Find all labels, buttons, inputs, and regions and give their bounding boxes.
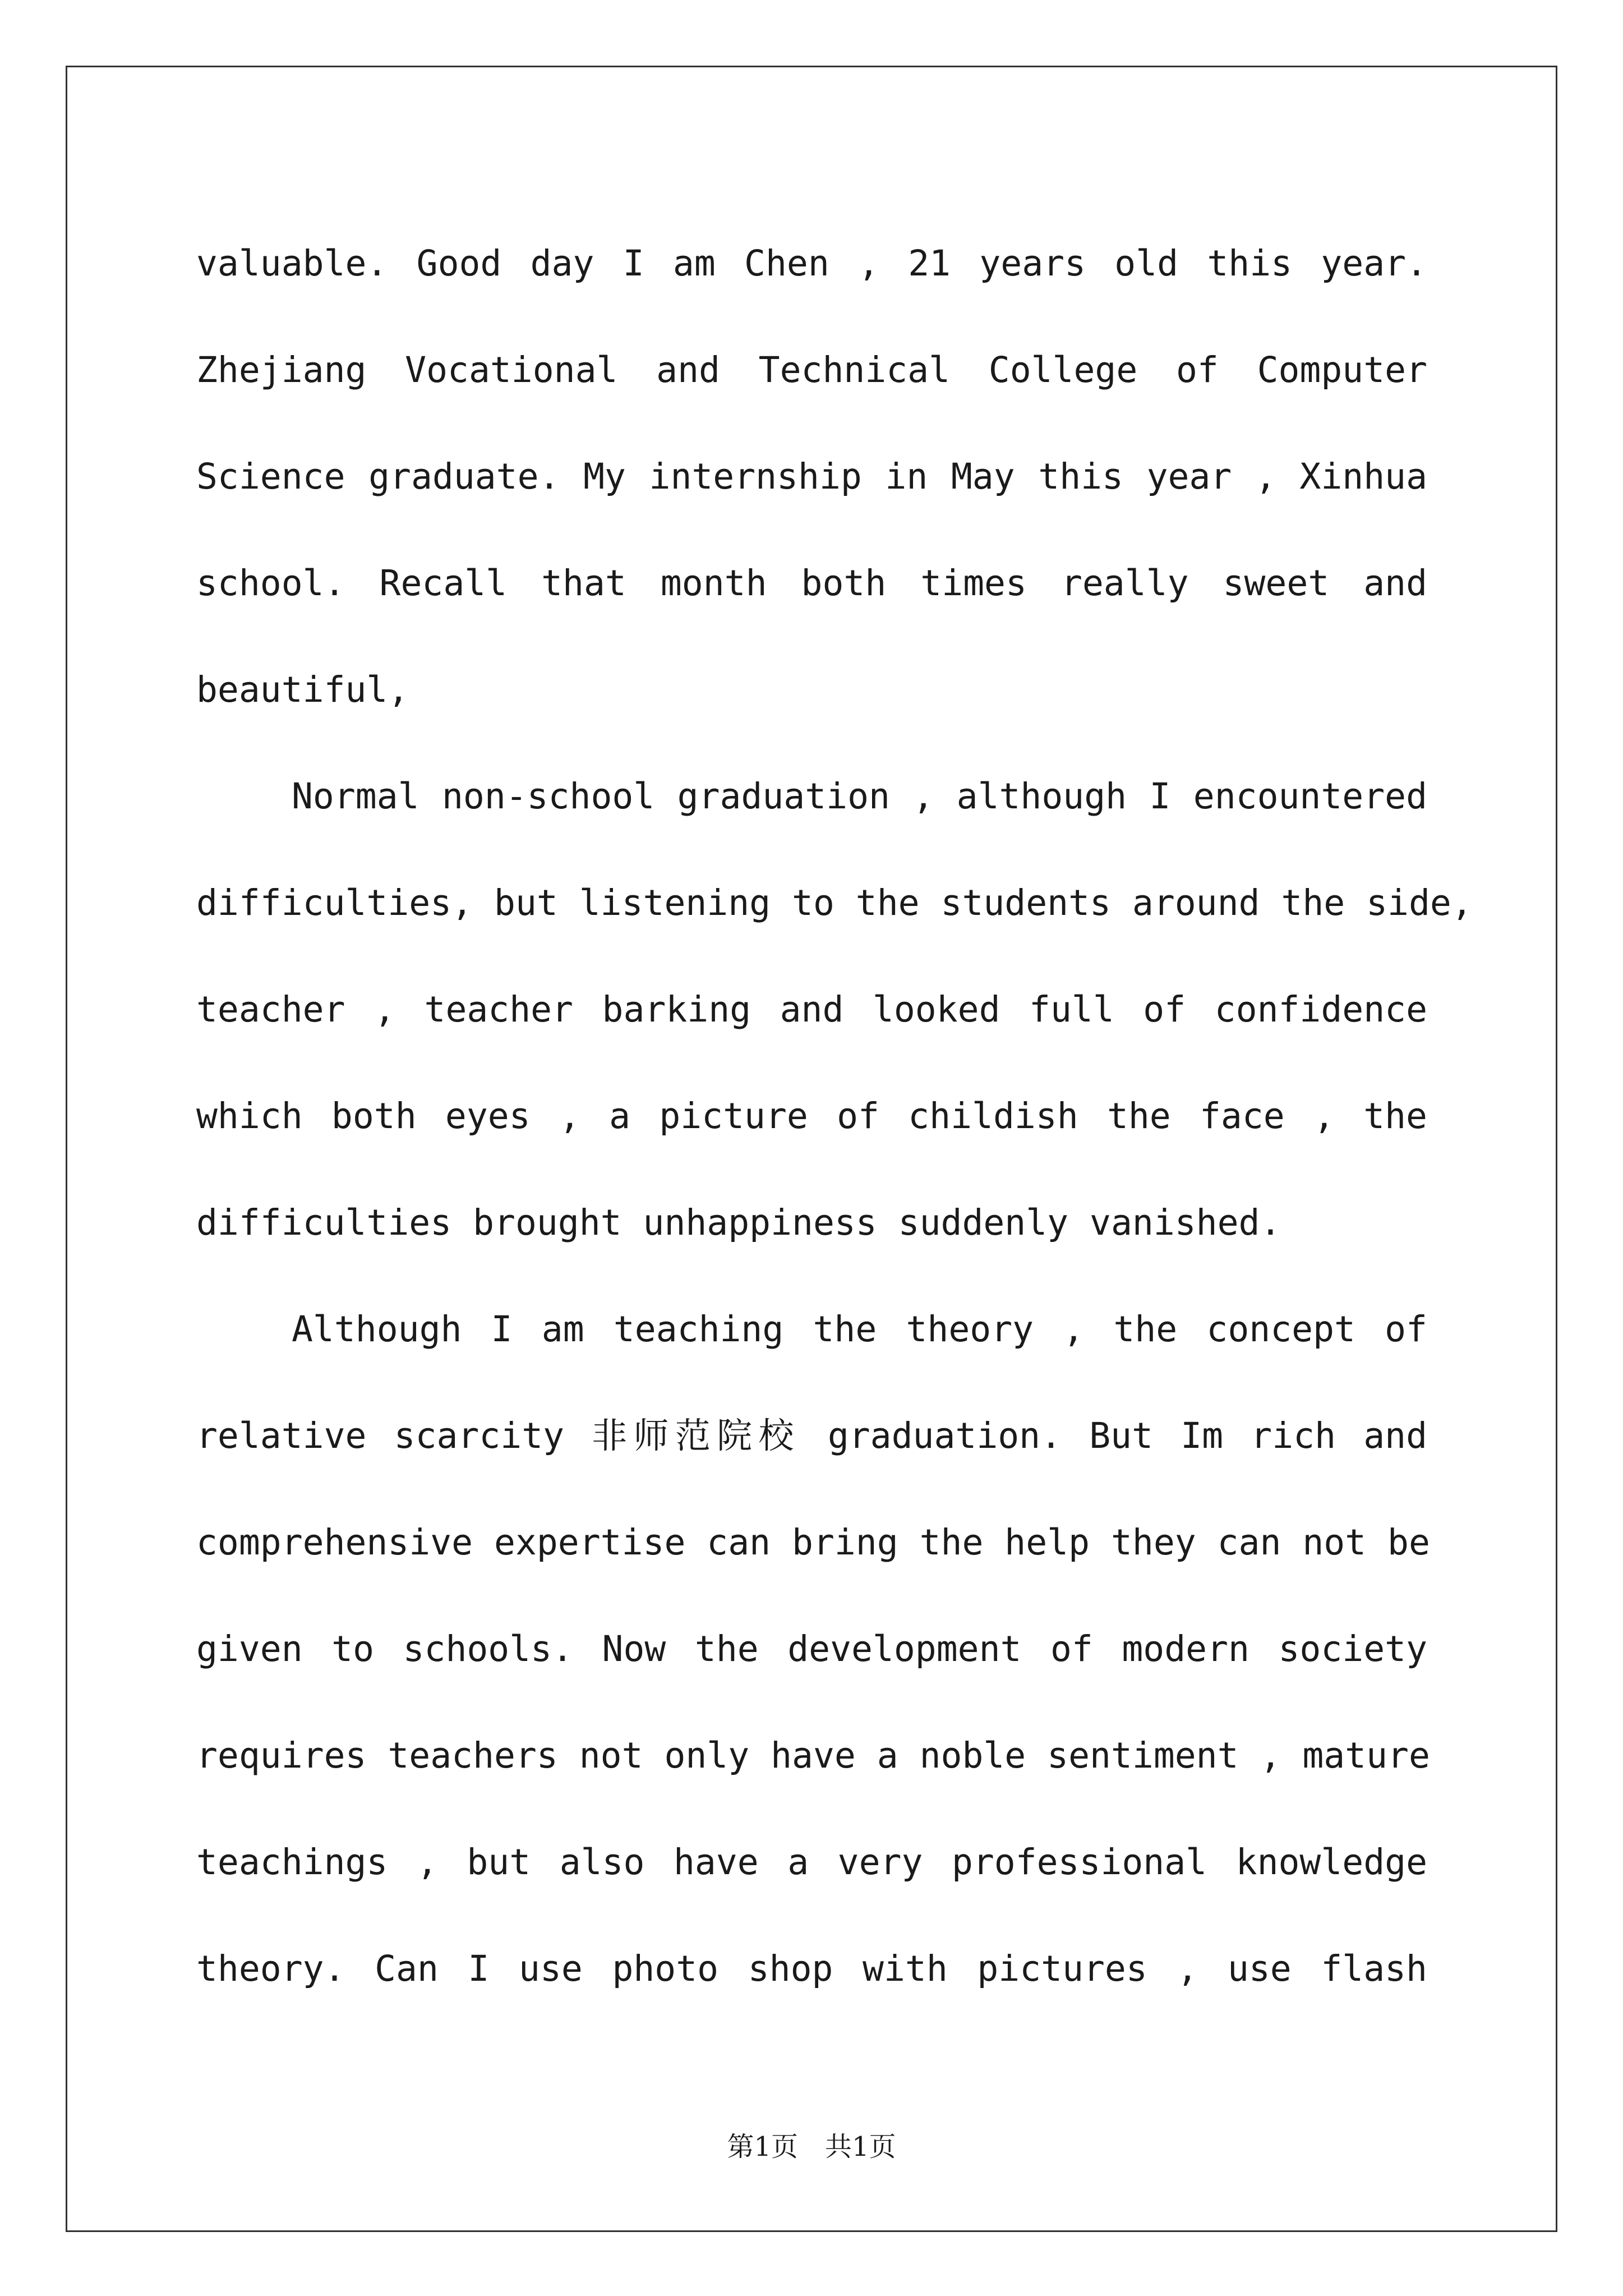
text-line: school. Recall that month both times really sweet and bbox=[196, 563, 1427, 604]
page-number-footer: 第1页 共1页 bbox=[727, 2131, 896, 2162]
document-body bbox=[196, 210, 1473, 2022]
text-line: valuable. Good day I am Chen , 21 years old this year. bbox=[196, 243, 1427, 284]
text-line: Although I am teaching the theory , the concept of bbox=[292, 1309, 1427, 1350]
paragraph-1 bbox=[196, 210, 1427, 743]
paragraph-2 bbox=[196, 743, 1473, 1276]
text-line: difficulties, but listening to the students around the side, bbox=[196, 882, 1473, 923]
text-line: which both eyes , a picture of childish the face , the bbox=[196, 1096, 1427, 1137]
text-line: given to schools. Now the development of modern society bbox=[196, 1628, 1427, 1669]
paragraph-3 bbox=[196, 1276, 1430, 2022]
text-line: Science graduate. My internship in May this year , Xinhua bbox=[196, 456, 1427, 497]
text-line: beautiful, bbox=[196, 669, 409, 710]
text-line: theory. Can I use photo shop with pictures , use flash bbox=[196, 1948, 1427, 1989]
text-line: requires teachers not only have a noble sentiment , mature bbox=[196, 1735, 1430, 1776]
text-line: teachings , but also have a very professional knowledge bbox=[196, 1842, 1427, 1883]
text-line: teacher , teacher barking and looked full of confidence bbox=[196, 989, 1427, 1030]
text-line: relative scarcity 非师范院校 graduation. But Im rich and bbox=[196, 1415, 1427, 1456]
text-line: comprehensive expertise can bring the help they can not be bbox=[196, 1522, 1430, 1563]
text-line: Normal non-school graduation , although I encountered bbox=[292, 776, 1427, 817]
text-line: difficulties brought unhappiness suddenly vanished. bbox=[196, 1202, 1281, 1243]
text-line: Zhejiang Vocational and Technical College of Computer bbox=[196, 349, 1427, 390]
